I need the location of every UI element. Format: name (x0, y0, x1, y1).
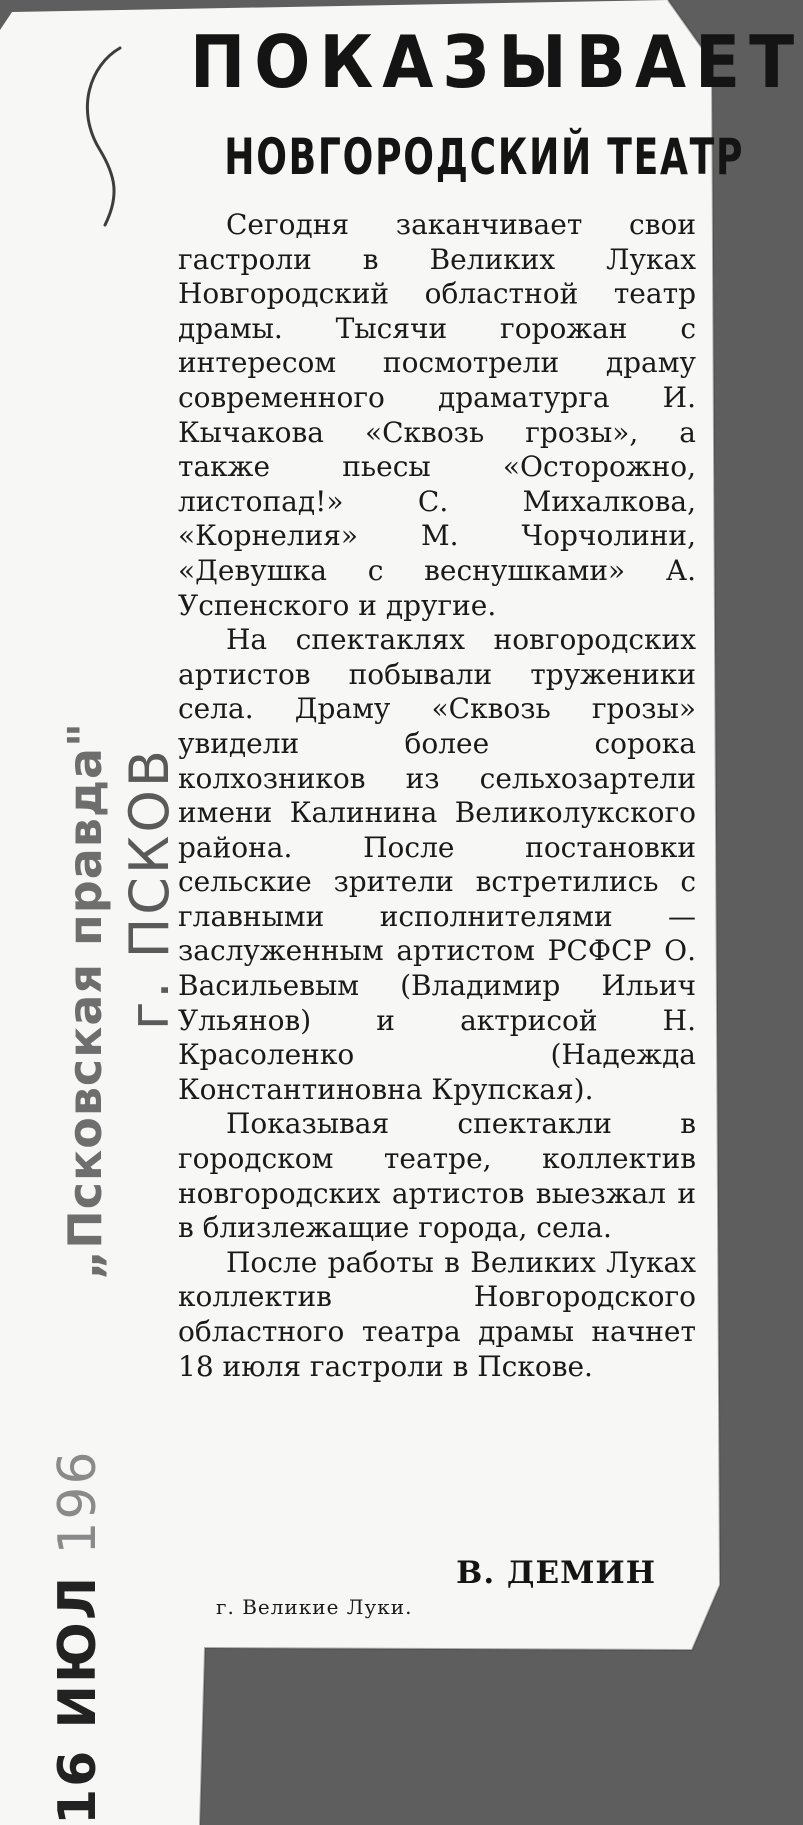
date-stamp-day-month: 16 ИЮЛ (48, 1574, 108, 1825)
newspaper-name-stamp: „Псковская правда" (58, 721, 112, 1280)
city-stamp: г. ПСКОВ (118, 747, 181, 1030)
article-paragraph-2: На спектаклях новгородских артистов побывали труженики села. Драму «Сквозь грозы» увидели более сорока колхозников из сельхозартели имени Калинина Великолукского района. После постановки сельские зрители встретились с главными исполнителями — заслуженным артистом РСФСР О. Васильевым (Владимир Ильич Ульянов) и актрисой Н. Красоленко (Надежда Константиновна Крупская). (178, 623, 696, 1106)
date-stamp (48, 1449, 108, 1825)
author-signature: В. ДЕМИН (456, 1555, 656, 1591)
date-stamp-year: 196 (48, 1449, 108, 1555)
headline-bottom: НОВГОРОДСКИЙ ТЕАТР (224, 128, 745, 186)
article-paragraph-1: Сегодня заканчивает свои гастроли в Великих Луках Новгородский областной театр драмы. Тысячи горожан с интересом посмотрели драму современного драматурга И. Кычакова «Сквозь грозы», а также пьесы «Осторожно, листопад!» С. Михалкова, «Корнелия» М. Чорчолини, «Девушка с веснушками» А. Успенского и другие. (178, 208, 696, 622)
dateline-place: г. Великие Луки. (216, 1595, 413, 1619)
article-paragraph-4: После работы в Великих Луках коллектив Новгородского областного театра драмы начнет 18 июля гастроли в Пскове. (178, 1245, 696, 1383)
article-paragraph-3: Показывая спектакли в городском театре, коллектив новгородских артистов выезжал и в близлежащие города, села. (178, 1107, 696, 1245)
article-body (178, 208, 696, 1384)
pen-mark (60, 40, 150, 240)
headline-top: ПОКАЗЫВАЕТ (190, 20, 803, 105)
